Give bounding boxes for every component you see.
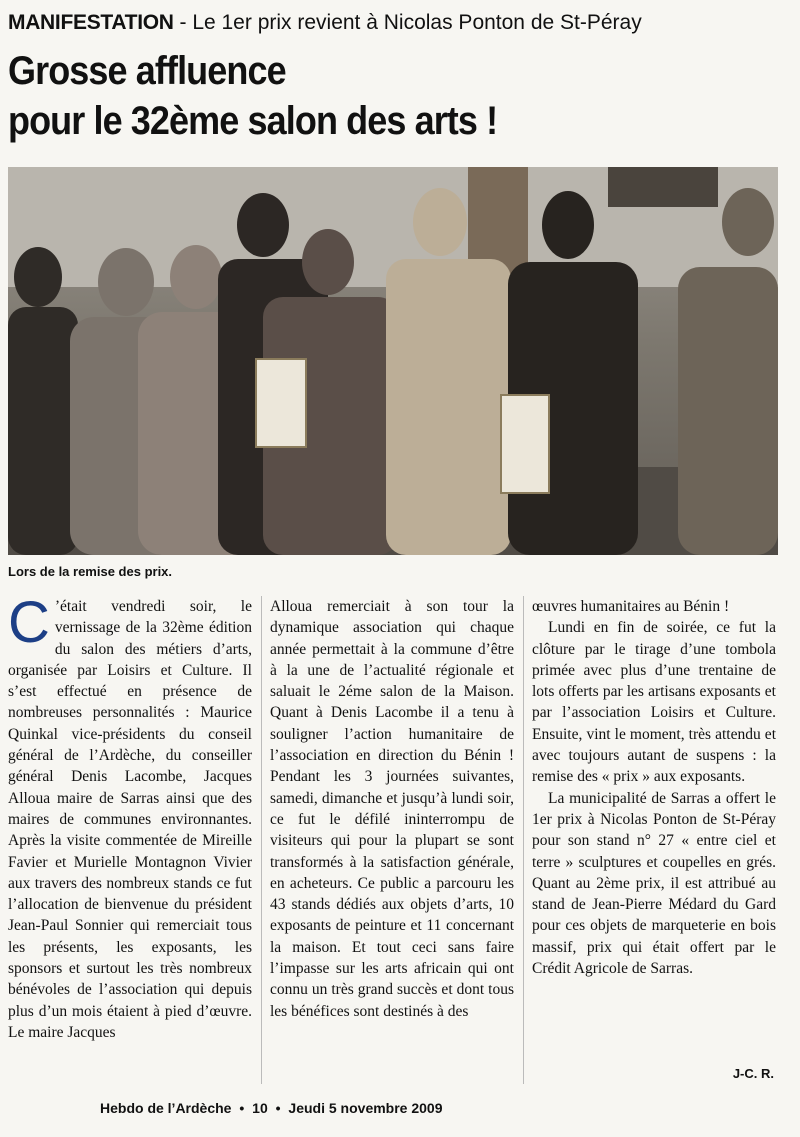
article-column-2 — [270, 596, 514, 1084]
column-3-paragraph-2: Lundi en fin de soirée, ce fut la clôture par le tirage d’une tombola primée avec plus d’une trentaine de lots offerts par les artisans exposants et par l’association Loisirs et Culture. Ensuite, vint le moment, très attendu et avec toujours autant de suspens : la remise des « prix » aux exposants. — [532, 619, 776, 786]
group-photo — [8, 167, 778, 555]
footer-separator: • — [239, 1100, 245, 1116]
column-divider — [523, 596, 524, 1084]
article-column-3 — [532, 596, 776, 1084]
column-3-paragraph-1: œuvres humanitaires au Bénin ! — [532, 598, 730, 615]
drop-cap: C — [8, 596, 50, 655]
column-divider — [261, 596, 262, 1084]
page-footer — [100, 1100, 447, 1116]
headline — [8, 46, 714, 146]
column-1-text: ’était vendredi soir, le vernissage de la 32ème édition du salon des métiers d’arts, organisée par Loisirs et Culture. Il s’est effectué en présence de nombreuses personnalités : Maurice Quinkal vice-présidents du conseil général de l’Ardèche, du conseiller général Denis Lacombe, Jacques Alloua maire de Sarras ainsi que des maires de communes environnantes. Après la visite commentée de Mireille Favier et Murielle Montagnon Vivier aux travers des nombreux stands ce fut l’allocation de bienvenue du président Jean-Paul Sonnier qui remerciait tous les présents, les exposants, les sponsors et surtout les très nombreux bénévoles de l’association qui depuis plus d’un mois étaient à pied d’œuvre. Le maire Jacques — [8, 598, 252, 1041]
kicker-text: Le 1er prix revient à Nicolas Ponton de St-Péray — [192, 11, 642, 34]
article-column-1 — [8, 596, 252, 1084]
issue-date: Jeudi 5 novembre 2009 — [288, 1100, 443, 1116]
publication-name: Hebdo de l’Ardèche — [100, 1100, 232, 1116]
headline-line-1: Grosse affluence — [8, 49, 286, 93]
column-3-paragraph-3: La municipalité de Sarras a offert le 1er prix à Nicolas Ponton de St-Péray pour son stand n° 27 « entre ciel et terre » sculptures et coupelles en grés. Quant au 2ème prix, il est attribué au stand de Jean-Pierre Médard du Gard pour ces objets de marqueterie en bois massif, prix qui était offert par le Crédit Agricole de Sarras. — [532, 789, 776, 978]
column-2-text: Alloua remerciait à son tour la dynamique association qui chaque année permettait à la commune d’être à la une de l’actualité régionale et saluait le 2éme salon de la Maison. Quant à Denis Lacombe il a tenu à souligner l’action humanitaire de l’association en direction du Bénin ! Pendant les 3 journées suivantes, samedi, dimanche et jusqu’à lundi soir, ce fut le défilé ininterrompu de visiteurs qui pour la plupart se sont transformés à la satisfaction générale, en acheteurs. Ce public a parcouru les 43 stands dédiés aux objets d’arts, 10 exposants de peinture et 11 concernant la maison. Et tout ceci sans faire l’impasse sur les arts africain qui ont connu un très grand succès et dont tous les bénéfices sont destinés à des — [270, 598, 514, 1020]
footer-separator: • — [275, 1100, 281, 1116]
kicker-separator: - — [173, 11, 193, 34]
photo-caption: Lors de la remise des prix. — [8, 564, 173, 579]
section-tag: MANIFESTATION — [8, 11, 174, 34]
kicker — [8, 6, 792, 40]
headline-line-2: pour le 32ème salon des arts ! — [8, 99, 498, 143]
author-signature: J-C. R. — [732, 1066, 774, 1081]
page-number: 10 — [252, 1100, 268, 1116]
